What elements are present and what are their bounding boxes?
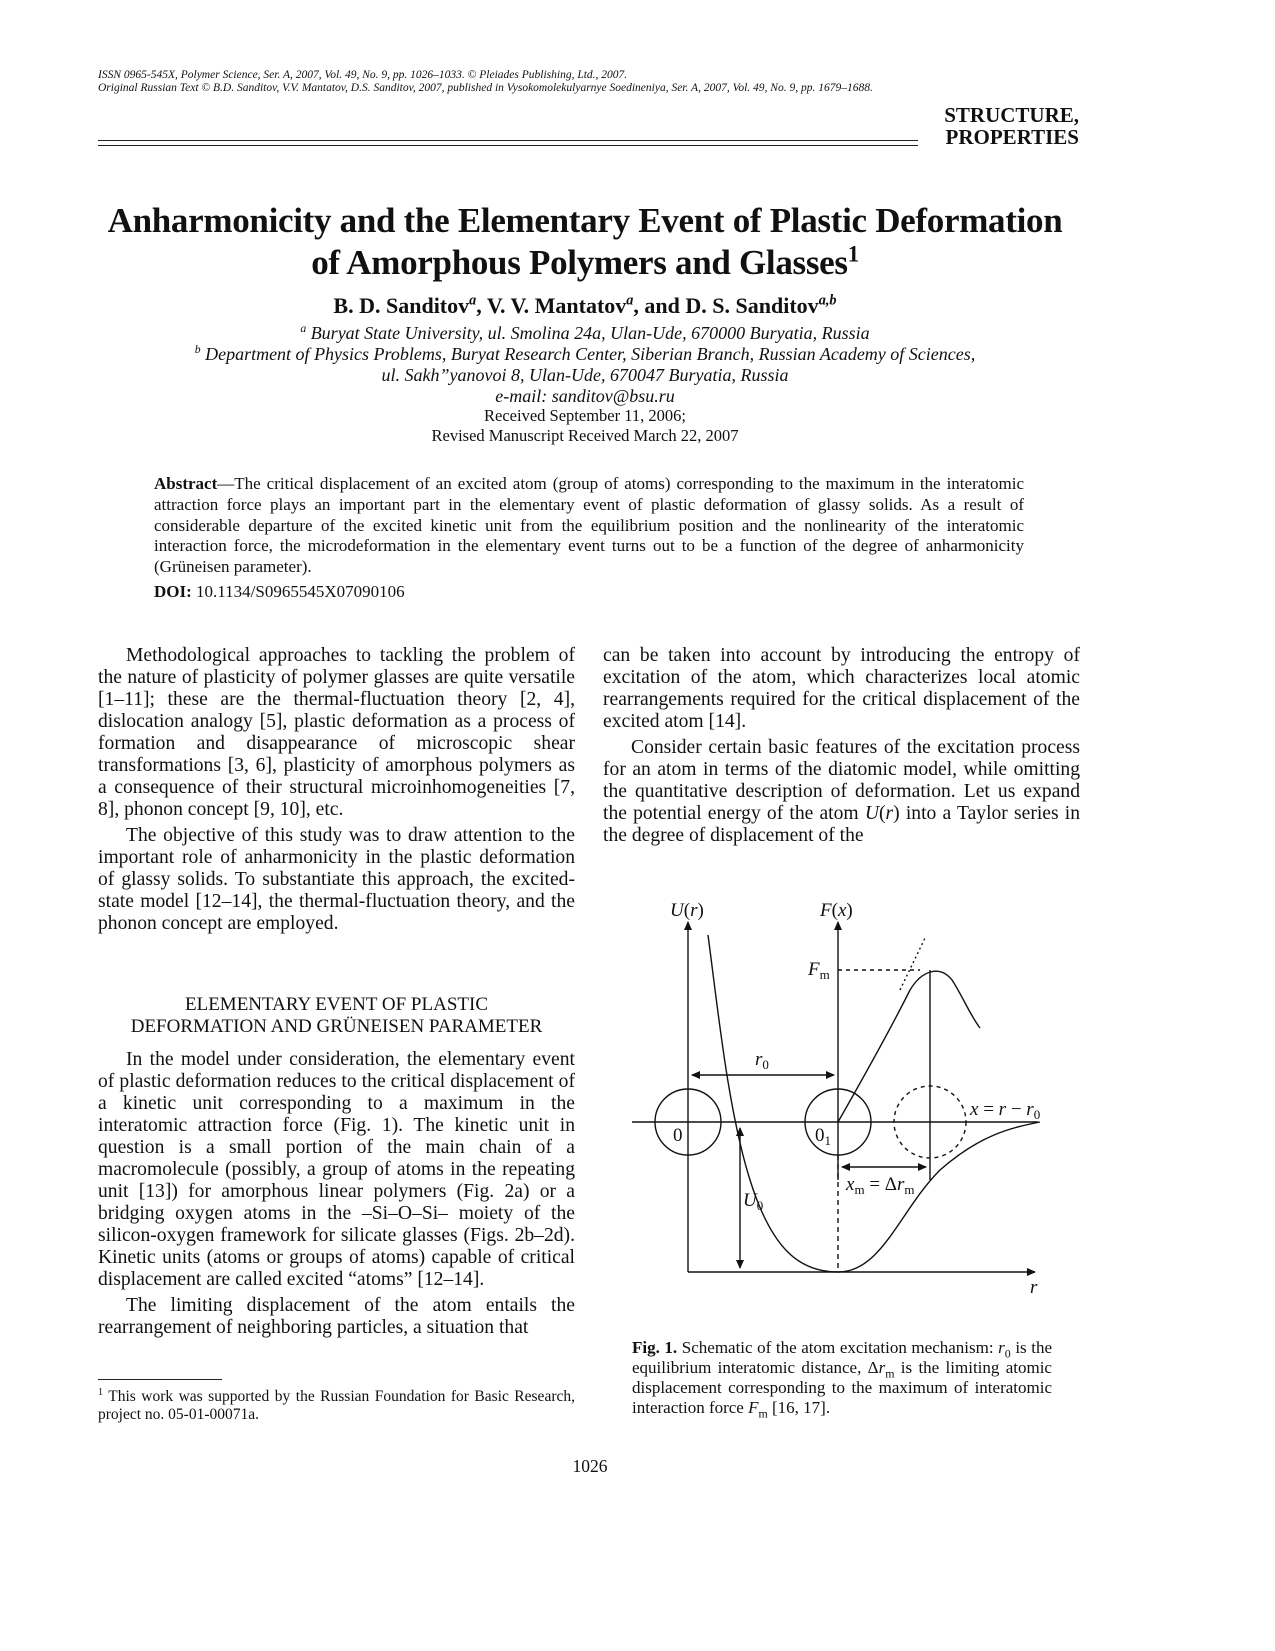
section-heading: ELEMENTARY EVENT OF PLASTIC DEFORMATION AND GRÜNEISEN PARAMETER — [130, 994, 543, 1037]
paragraph-intro-1: Methodological approaches to tackling the problem of the nature of plasticity of polymer glasses are quite versatile [1–11]; these are the thermal-fluctuation theory [2, 4], dislocation analogy [5], plastic deformation as a process of formation and disappearance of microscopic shear transformations [3, 6], plasticity of amorphous polymers as a consequence of their structural microinhomogeneities [7, 8], phonon concept [9, 10], etc. — [98, 645, 575, 820]
paper-title — [60, 200, 1110, 284]
label-origin-01: $0_1$ — [815, 1125, 831, 1148]
left-column-intro — [98, 645, 575, 935]
paragraph-taylor: Consider certain basic features of the excitation process for an atom in terms of the diatomic model, while omitting the quantitative description of deformation. Let us expand the potential energy of the atom U(r) into a Taylor series in the degree of displacement of the — [603, 737, 1081, 846]
abstract-text: —The critical displacement of an excited atom (group of atoms) corresponding to the maximum in the interatomic attraction force plays an important part in the elementary event of plastic deformation of glassy solids. As a result of considerable departure of the excited kinetic unit from the equilibrium position and the nonlinearity of the interatomic interaction force, the microdeformation in the elementary event turns out to be a function of the degree of anharmonicity (Grüneisen parameter). — [154, 474, 1024, 577]
label-r0: $r_0$ — [755, 1049, 769, 1072]
title-footnote-mark: 1 — [847, 241, 859, 267]
label-x-eq: $x = r - r_0$ — [970, 1099, 1041, 1122]
abstract-label: Abstract — [154, 474, 218, 493]
fig1-plot — [600, 880, 1080, 1320]
label-r-axis: r — [1030, 1277, 1038, 1298]
label-f: F(x) — [820, 900, 853, 921]
footnote: $^1$ This work was supported by the Russian Foundation for Basic Research, project no. 05-01-00071a. — [98, 1386, 575, 1423]
paragraph-model: In the model under consideration, the elementary event of plastic deformation reduces to the critical displacement of a kinetic unit corresponding to a maximum in the interatomic attraction force (Fig. 1). The kinetic unit in question is a small portion of the main chain of a macromolecule (possibly, a group of atoms in the repeating unit [13]) for amorphous linear polymers (Fig. 2a) or a bridging oxygen atoms in the –Si–O–Si– moiety of the silicon-oxygen framework for silicate glasses (Figs. 2b–2d). Kinetic units (atoms or groups of atoms) capable of critical displacement are called excited “atoms” [12–14]. — [98, 1049, 575, 1290]
email: e-mail: sanditov@bsu.ru — [495, 386, 675, 406]
right-column-text — [603, 645, 1080, 847]
label-xm: $x_m = \Delta r_m$ — [846, 1174, 915, 1197]
label-u0: $U_0$ — [743, 1190, 764, 1213]
received-line: Received September 11, 2006; — [484, 406, 686, 425]
header-rule-top — [98, 140, 918, 141]
figure-caption: Fig. 1. Schematic of the atom excitation mechanism: $r_0$ is the equilibrium interatomic distance, $\Delta r_m$ is the limiting atomic displacement corresponding to the maximum of interatomic interaction force $F_m$ [16, 17]. — [632, 1338, 1053, 1421]
affiliation-b: $^b$ Department of Physics Problems, Buryat Research Center, Siberian Branch, Russian Academy of Sciences, — [194, 343, 976, 364]
paragraph-limiting: The limiting displacement of the atom entails the rearrangement of neighboring particles, a situation that — [98, 1295, 575, 1338]
paragraph-intro-2: The objective of this study was to draw attention to the important role of anharmonicity in the plastic deformation of glassy solids. To substantiate this approach, the excited-state model [12–14], the thermal-fluctuation theory, and the phonon concept are employed. — [98, 825, 575, 934]
page-number: 1026 — [572, 1456, 608, 1476]
header-rule-bottom — [98, 145, 918, 146]
affiliation-a: $^a$ Buryat State University, ul. Smolina 24a, Ulan-Ude, 670000 Buryatia, Russia — [300, 322, 870, 343]
left-column-section — [98, 1049, 575, 1339]
abstract — [154, 474, 1024, 578]
footnote-rule — [98, 1379, 222, 1380]
doi: DOI: 10.1134/S0965545X07090106 — [154, 582, 405, 601]
section-tag — [944, 104, 1079, 148]
title-line1: Anharmonicity and the Elementary Event of Plastic Deformation — [107, 201, 1063, 240]
authors: B. D. Sanditov$^a$, V. V. Mantatov$^a$, and D. S. Sanditov$^{a,b}$ — [333, 292, 837, 318]
affiliation-b-address: ul. Sakh”yanovoi 8, Ulan-Ude, 670047 Buryatia, Russia — [381, 365, 789, 385]
title-line2: of Amorphous Polymers and Glasses$^1$ — [311, 241, 859, 282]
issn-line: ISSN 0965-545X, Polymer Science, Ser. A, 2007, Vol. 49, No. 9, pp. 1026–1033. © Pleiades Publishing, Ltd., 2007. — [98, 69, 628, 81]
section-tag-line2: PROPERTIES — [945, 125, 1079, 149]
section-tag-line1: STRUCTURE, — [944, 103, 1079, 127]
label-origin-0: 0 — [673, 1125, 683, 1146]
affiliations — [60, 323, 1110, 407]
label-fm: $F_m$ — [808, 959, 830, 982]
label-u: U(r) — [670, 900, 704, 921]
original-text-line: Original Russian Text © B.D. Sanditov, V.V. Mantatov, D.S. Sanditov, 2007, published in Vysokomolekulyarnye Soedineniya, Ser. A, 2007, Vol. 49, No. 9, pp. 1679–1688. — [98, 82, 873, 94]
paragraph-continued: can be taken into account by introducing the entropy of excitation of the atom, which characterizes local atomic rearrangements required for the critical displacement of the excited atom [14]. — [603, 645, 1080, 732]
received-dates — [60, 406, 1110, 446]
revised-line: Revised Manuscript Received March 22, 2007 — [431, 426, 739, 445]
